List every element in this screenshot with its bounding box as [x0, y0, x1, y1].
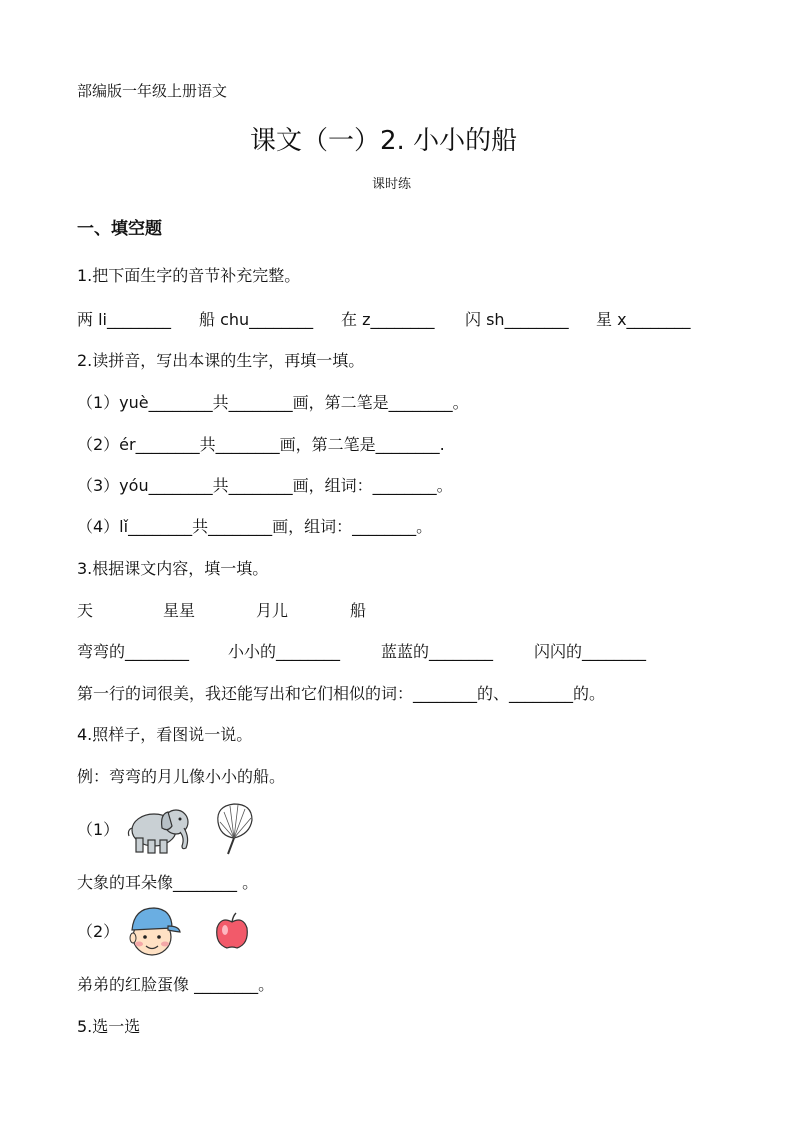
lesson-subtitle: 课时练	[372, 177, 412, 192]
q4-item-2-text: 弟弟的红脸蛋像 ________。	[77, 975, 275, 994]
section-heading-fill-blank: 一、填空题	[77, 219, 162, 239]
q4-item-2-label: （2）	[77, 922, 120, 941]
question-2-prompt: 2.读拼音，写出本课的生字，再填一填。	[77, 351, 365, 370]
q1-item-chuan: 船 chu________	[199, 310, 314, 329]
q1-item-zai: 在 z________	[341, 310, 435, 329]
q3-phrase-xiaoxiao: 小小的________	[228, 642, 341, 661]
q1-item-xing: 星 x________	[596, 310, 691, 329]
q3-word-yueer: 月儿	[256, 601, 289, 620]
question-3-prompt: 3.根据课文内容，填一填。	[77, 559, 269, 578]
q3-word-xingxing: 星星	[163, 601, 196, 620]
q1-item-liang: 两 li________	[77, 310, 171, 329]
q2-line-3: （3）yóu________共________画，组词：________。	[77, 476, 453, 495]
apple-icon	[213, 910, 251, 952]
q3-word-tian: 天	[77, 601, 94, 620]
q4-item-1-label: （1）	[77, 820, 120, 839]
fan-icon	[212, 800, 258, 856]
question-1-prompt: 1.把下面生字的音节补充完整。	[77, 266, 301, 285]
q3-phrase-shanshan: 闪闪的________	[534, 642, 647, 661]
document-header: 部编版一年级上册语文	[77, 82, 228, 100]
q2-line-4: （4）lǐ________共________画，组词：________。	[77, 517, 433, 536]
question-5-prompt: 5.选一选	[77, 1017, 141, 1036]
q1-item-shan: 闪 sh________	[465, 310, 569, 329]
elephant-icon	[124, 800, 194, 856]
q3-phrase-lanlan: 蓝蓝的________	[381, 642, 494, 661]
boy-face-icon	[124, 904, 182, 958]
q3-word-chuan: 船	[350, 601, 367, 620]
q3-phrase-wanwan: 弯弯的________	[77, 642, 190, 661]
q2-line-2: （2）ér________共________画，第二笔是________.	[77, 435, 445, 454]
q3-similar-words-line: 第一行的词很美，我还能写出和它们相似的词：________的、________的。	[77, 684, 606, 703]
q2-line-1: （1）yuè________共________画，第二笔是________。	[77, 393, 469, 412]
lesson-title: 课文（一）2. 小小的船	[250, 126, 518, 156]
q4-item-1-text: 大象的耳朵像________ 。	[77, 873, 259, 892]
q4-example: 例：弯弯的月儿像小小的船。	[77, 767, 286, 786]
question-4-prompt: 4.照样子，看图说一说。	[77, 725, 253, 744]
